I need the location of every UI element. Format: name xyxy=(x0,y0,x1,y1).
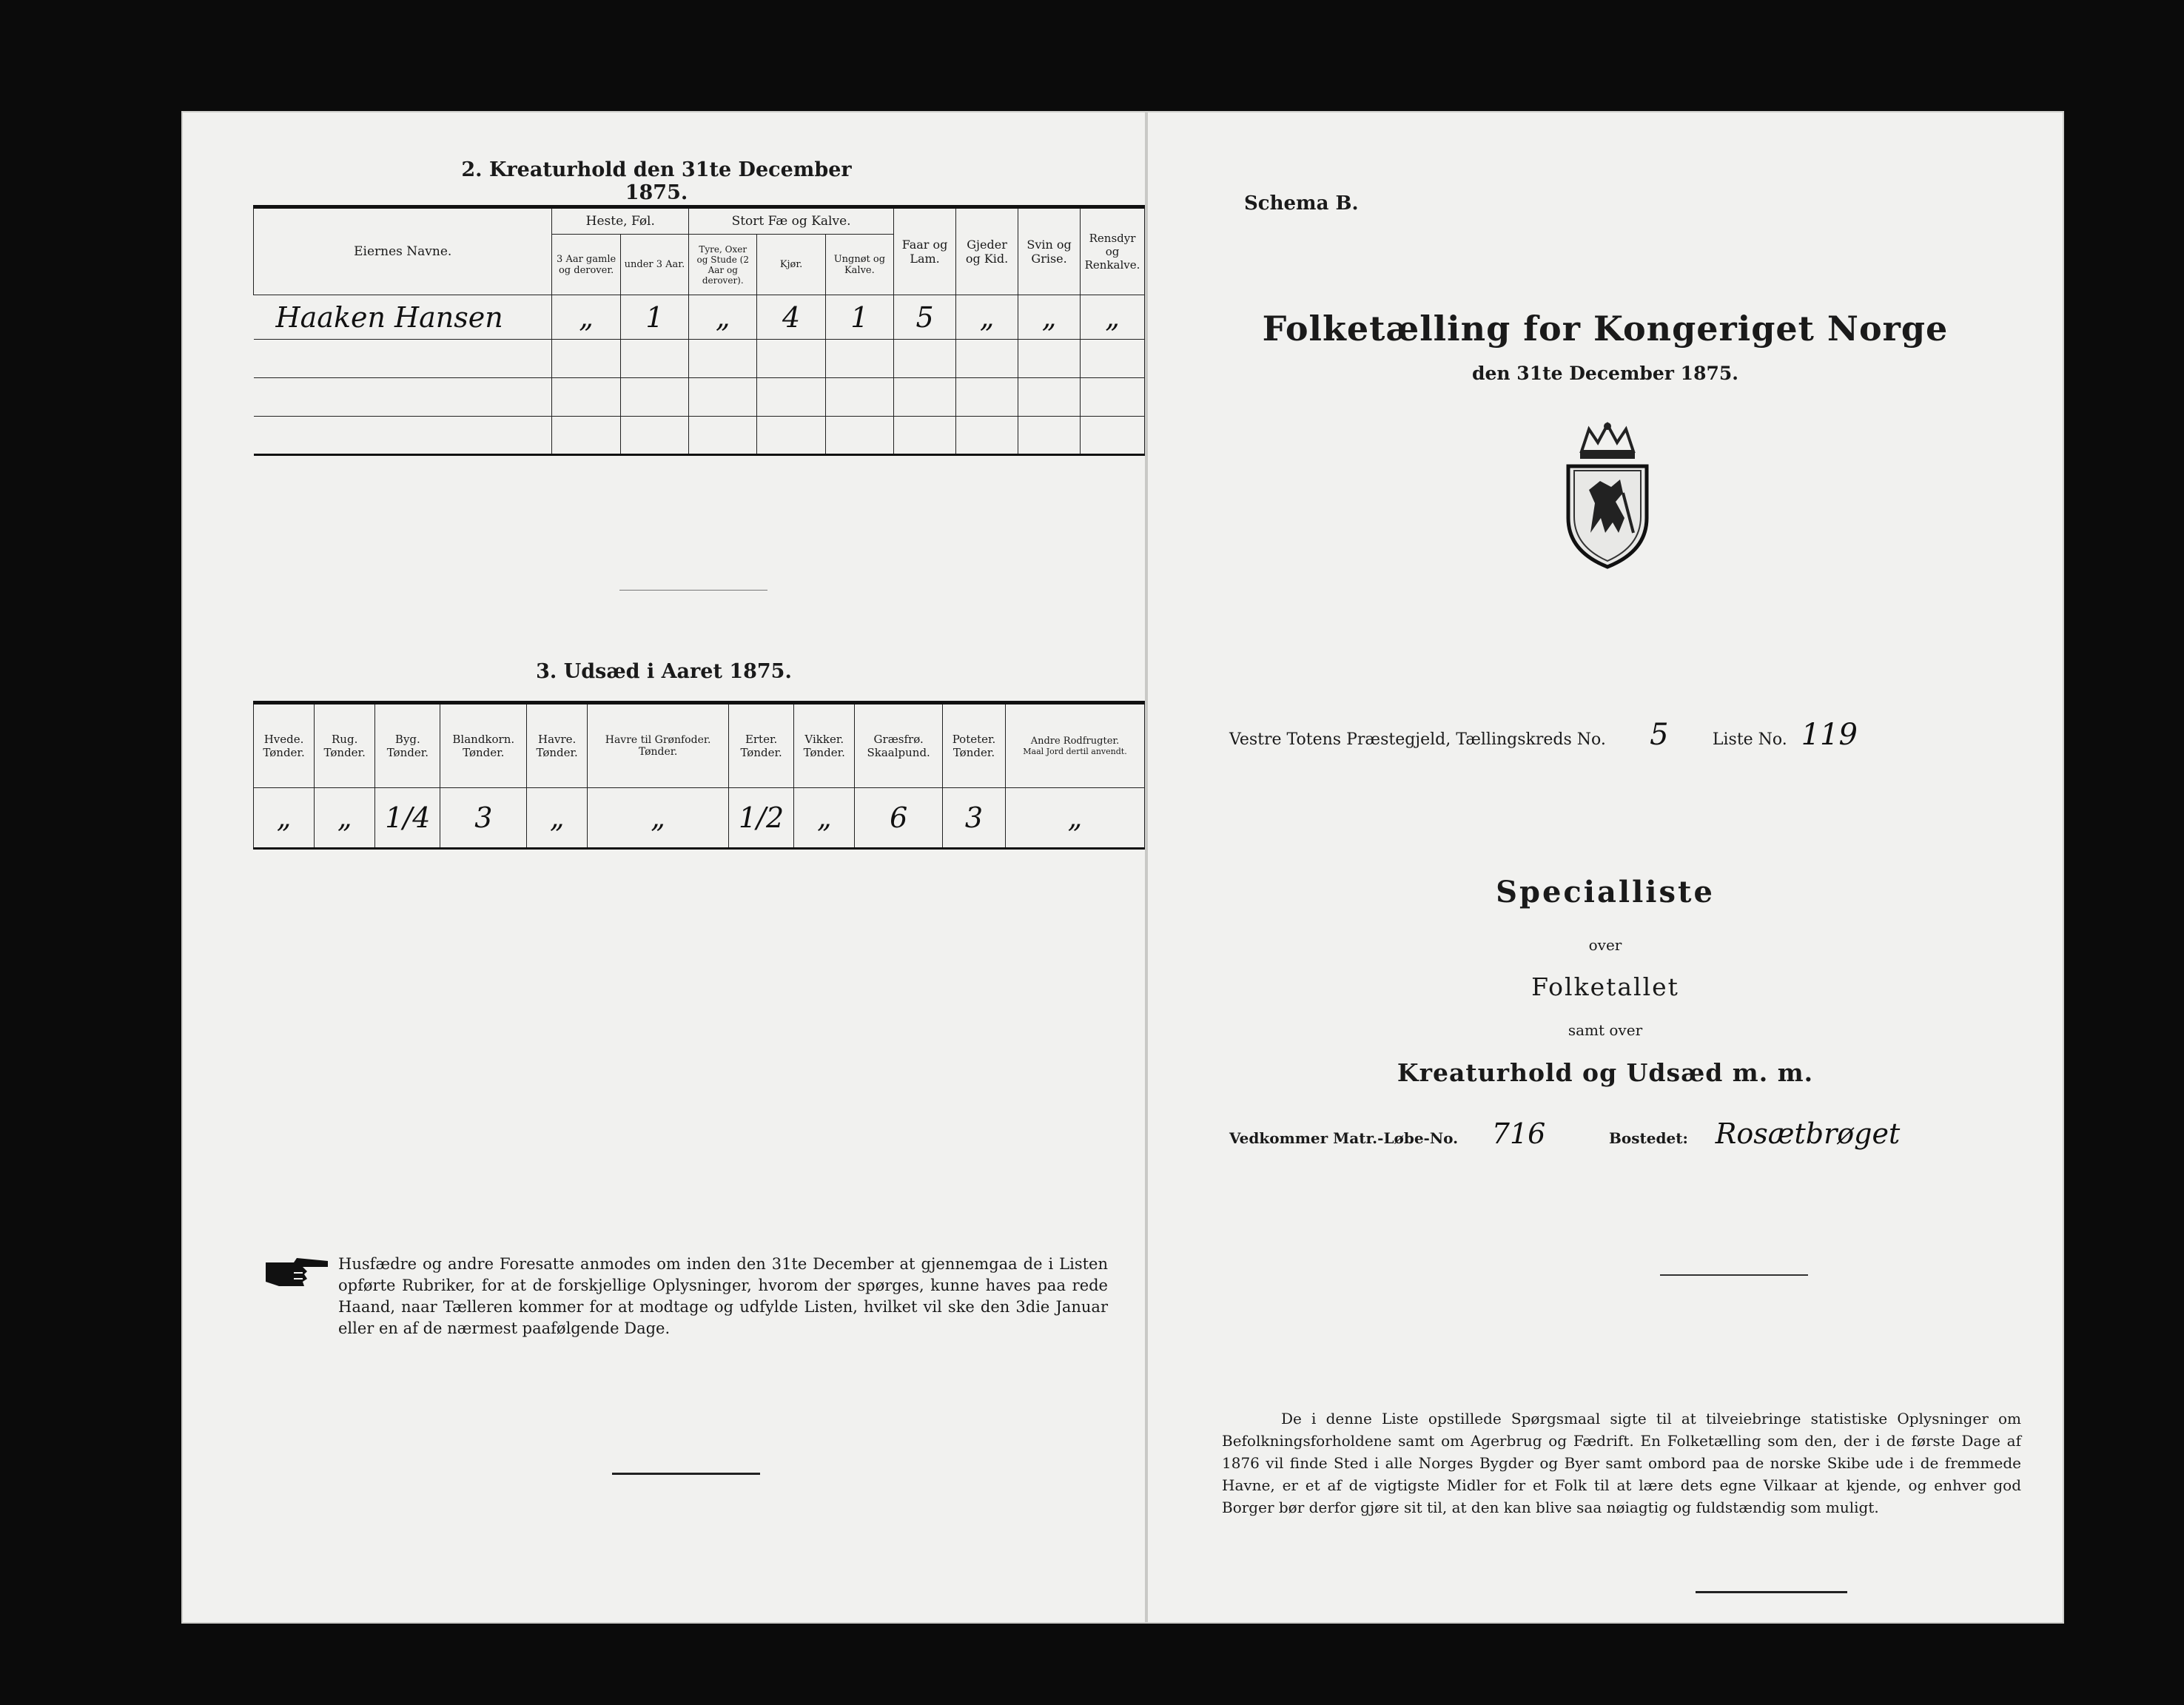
fodder-oats-value: „ xyxy=(588,788,729,849)
over-text-1: over xyxy=(1588,936,1622,954)
norway-coat-of-arms-icon xyxy=(1559,422,1656,573)
sheep-header: Faar og Lam. xyxy=(894,207,956,295)
parish-line xyxy=(1229,718,2080,752)
horses-header: Heste, Føl. xyxy=(552,207,689,235)
vetch-value: „ xyxy=(794,788,855,849)
grass-seed-value: 6 xyxy=(855,788,943,849)
left-page xyxy=(183,112,1145,1622)
sheep-value: 5 xyxy=(894,295,956,340)
livestock-table xyxy=(253,205,1145,456)
calves-header: Ungnøt og Kalve. xyxy=(825,235,893,295)
goats-header: Gjeder og Kid. xyxy=(956,207,1018,295)
calves-value: 1 xyxy=(825,295,893,340)
matr-number: 716 xyxy=(1491,1117,1546,1150)
peas-value: 1/2 xyxy=(729,788,794,849)
rye-header: Rug. Tønder. xyxy=(315,703,375,788)
wheat-header: Hvede. Tønder. xyxy=(254,703,315,788)
divider-short xyxy=(619,590,767,591)
bosted-label: Bostedet: xyxy=(1609,1129,1688,1147)
cows-value: 4 xyxy=(757,295,825,340)
reindeer-header: Rensdyr og Renkalve. xyxy=(1081,207,1145,295)
right-page xyxy=(1148,112,2063,1622)
sowing-table xyxy=(253,701,1145,850)
owner-header: Eiernes Navne. xyxy=(254,207,552,295)
reindeer-value: „ xyxy=(1081,295,1145,340)
special-title: Specialliste xyxy=(1496,875,1715,909)
right-bottom-rule xyxy=(1696,1591,1847,1593)
list-number: 119 xyxy=(1801,718,1858,752)
bosted-value: Rosætbrøget xyxy=(1715,1117,1901,1150)
wheat-value: „ xyxy=(254,788,315,849)
potatoes-header: Poteter. Tønder. xyxy=(942,703,1005,788)
left-bottom-rule xyxy=(612,1473,760,1475)
list-label: Liste No. xyxy=(1712,730,1787,749)
goats-value: „ xyxy=(956,295,1018,340)
section3-title: 3. Udsæd i Aaret 1875. xyxy=(536,660,792,683)
grass-seed-header: Græsfrø. Skaalpund. xyxy=(855,703,943,788)
right-mid-rule xyxy=(1660,1274,1808,1276)
horses-young-value: 1 xyxy=(620,295,688,340)
potatoes-value: 3 xyxy=(942,788,1005,849)
kreaturhold-title: Kreaturhold og Udsæd m. m. xyxy=(1397,1058,1814,1087)
bulls-header: Tyre, Oxer og Stude (2 Aar og derover). xyxy=(689,235,757,295)
cows-header: Kjør. xyxy=(757,235,825,295)
other-roots-header: Andre Rodfrugter. Maal Jord dertil anvendt. xyxy=(1006,703,1145,788)
horses-adult-value: „ xyxy=(552,295,620,340)
horses-young-header: under 3 Aar. xyxy=(620,235,688,295)
census-sheet xyxy=(181,111,2064,1624)
barley-header: Byg. Tønder. xyxy=(375,703,440,788)
pigs-value: „ xyxy=(1018,295,1081,340)
notice-text: Husfædre og andre Foresatte anmodes om inden den 31te December at gjennemgaa de i Listen opførte Rubriker, for at de forskjellige Oplysninger, hvorom der spørges, kunne haves paa rede Haand, naar Tælleren kommer for at modtage og udfylde Listen, hvilket vil ske den 3die Januar eller en af de nærmest paafølgende Dage. xyxy=(338,1255,1108,1337)
bulls-value: „ xyxy=(689,295,757,340)
fodder-oats-header: Havre til Grønfoder. Tønder. xyxy=(588,703,729,788)
horses-adult-header: 3 Aar gamle og derover. xyxy=(552,235,620,295)
other-roots-value: „ xyxy=(1006,788,1145,849)
matr-label: Vedkommer Matr.-Løbe-No. xyxy=(1229,1129,1459,1147)
section2-title: 2. Kreaturhold den 31te December 1875. xyxy=(461,158,852,204)
schema-label: Schema B. xyxy=(1244,192,1359,215)
peas-header: Erter. Tønder. xyxy=(729,703,794,788)
main-subtitle: den 31te December 1875. xyxy=(1472,363,1738,384)
mixed-grain-header: Blandkorn. Tønder. xyxy=(440,703,527,788)
property-line xyxy=(1229,1117,2080,1150)
oats-value: „ xyxy=(527,788,588,849)
main-title: Folketælling for Kongeriget Norge xyxy=(1262,309,1949,349)
mixed-grain-value: 3 xyxy=(440,788,527,849)
oats-header: Havre. Tønder. xyxy=(527,703,588,788)
district-number: 5 xyxy=(1650,718,1669,752)
footer-text: De i denne Liste opstillede Spørgsmaal sigte til at tilveiebringe statistiske Oplysninger om Befolkningsforholdene samt om Agerbrug og Fædrift. En Folketælling som den, der i de første Dage af 1876 vil finde Sted i alle Norges Bygder og Byer samt ombord paa de norske Skibe ude i de fremmede Havne, er et af de vigtigste Midler for et Folk til at lære dets egne Vilkaar at kjende, og enhver god Borger bør derfor gjøre sit til, at den kan blive saa nøiagtig og fuldstændig som muligt. xyxy=(1222,1410,2021,1516)
cattle-header: Stort Fæ og Kalve. xyxy=(689,207,894,235)
owner-name: Haaken Hansen xyxy=(254,295,552,340)
barley-value: 1/4 xyxy=(375,788,440,849)
parish-label: Vestre Totens Præstegjeld, Tællingskreds No. xyxy=(1229,730,1606,749)
folketallet: Folketallet xyxy=(1531,972,1679,1001)
vetch-header: Vikker. Tønder. xyxy=(794,703,855,788)
pigs-header: Svin og Grise. xyxy=(1018,207,1081,295)
samt-over: samt over xyxy=(1568,1021,1643,1039)
pointing-hand-icon xyxy=(264,1252,331,1292)
rye-value: „ xyxy=(315,788,375,849)
